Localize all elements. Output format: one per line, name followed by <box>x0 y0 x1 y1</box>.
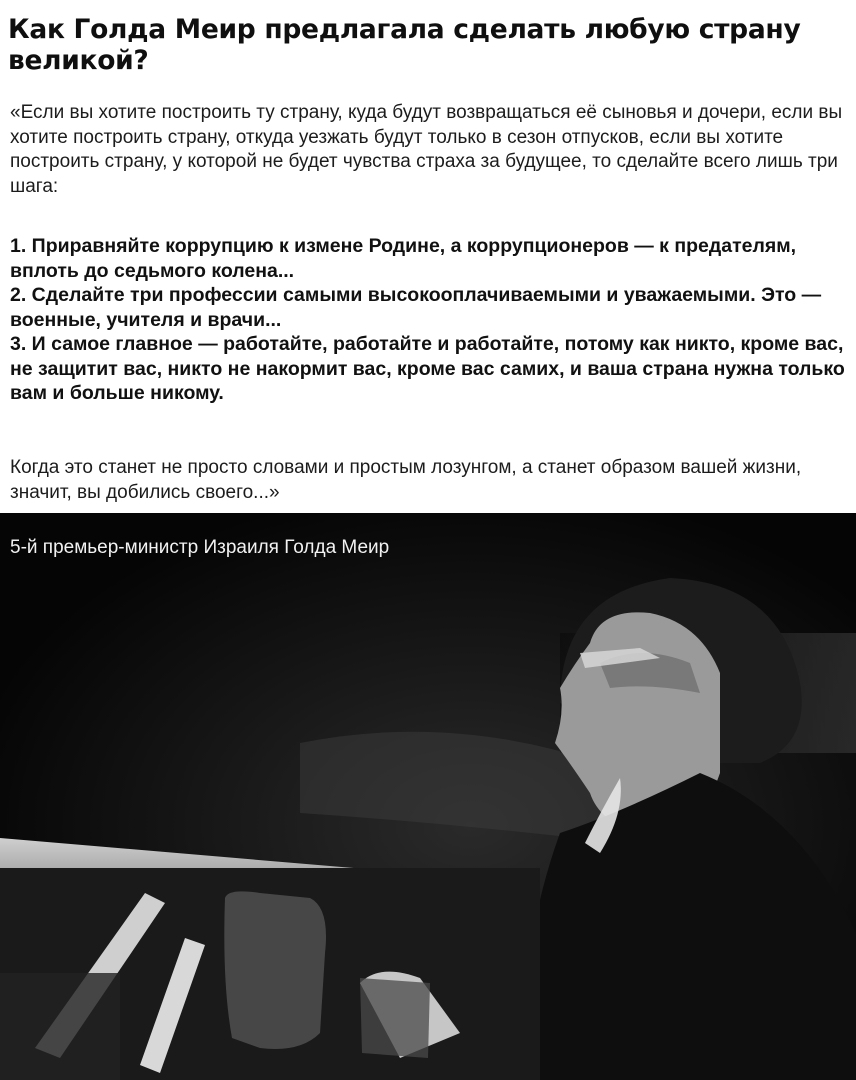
photo-illustration <box>0 513 856 1080</box>
water-pitcher <box>224 891 326 1049</box>
photo-caption: 5-й премьер-министр Израиля Голда Меир <box>10 537 390 558</box>
outro-paragraph: Когда это станет не просто словами и простым лозунгом, а станет образом вашей жизни, значит, вы добились своего...» <box>10 457 802 503</box>
step-item-2: 2. Сделайте три профессии самыми высокооплачиваемыми и уважаемыми. Это — военные, учителя и врачи... <box>10 284 822 331</box>
desk-equipment <box>0 973 120 1080</box>
step-item-3: 3. И самое главное — работайте, работайте и работайте, потому как никто, кроме вас, не защитит вас, никто не накормит вас, кроме вас самих, и ваша страна нужна только вам и больше никому. <box>10 333 845 404</box>
quote-intro <box>10 101 848 199</box>
step-item-1: 1. Приравняйте коррупцию к измене Родине, а коррупционеров — к предателям, вплоть до седьмого колена... <box>10 235 797 282</box>
headline: Как Голда Меир предлагала сделать любую страну великой? <box>8 14 801 76</box>
portrait-photo <box>0 513 856 1080</box>
water-glass <box>360 978 430 1058</box>
intro-paragraph: «Если вы хотите построить ту страну, куда будут возвращаться её сыновья и дочери, если вы хотите построить страну, откуда уезжать будут только в сезон отпусков, если вы хотите построить страну, у которой не будет чувства страха за будущее, то сделайте всего лишь три шага: <box>10 102 843 197</box>
steps-list <box>10 234 848 406</box>
quote-outro <box>10 456 848 505</box>
